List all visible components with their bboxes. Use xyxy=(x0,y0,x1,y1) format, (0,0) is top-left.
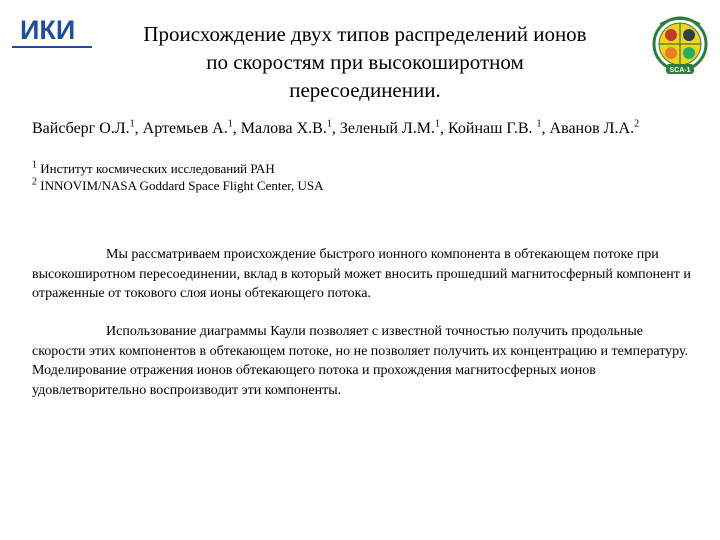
abstract-paragraph-1: Мы рассматриваем происхождение быстрого ионного компонента в обтекающем потоке при высокоширотном пересоединении, вклад в который может вносить прошедший магнитосферный компонент и отраженные от токового слоя ионы обтекающего потока. xyxy=(32,247,691,301)
sca-seal-icon xyxy=(652,16,708,76)
author-4: Зеленый Л.М.$^1$, xyxy=(339,118,448,137)
author-3: Малова Х.В.$^1$, xyxy=(240,118,340,137)
author-list xyxy=(32,117,702,141)
iki-logo-underline xyxy=(12,46,92,48)
title-line-3: пересоединении. xyxy=(289,78,441,102)
title-line-1: Происхождение двух типов распределений ионов xyxy=(143,22,587,46)
affiliation-1: $^1$ Институт космических исследований РАН xyxy=(32,159,275,176)
affiliation-2: $^2$ INNOVIM/NASA Goddard Space Flight Center, USA xyxy=(32,176,324,193)
iki-logo xyxy=(6,10,90,50)
iki-logo-text: ИКИ xyxy=(20,15,76,45)
abstract-paragraph-2: Использование диаграммы Каули позволяет с известной точностью получить продольные скорости этих компонентов в обтекающем потоке, но не позволяет получить их концентрацию и температуру. Моделирование отражения ионов обтекающего потока и прохождения магнитосферных ионов удовлетворительно воспроизводит эти компоненты. xyxy=(32,324,689,398)
seal-label: SCA-1 xyxy=(669,67,691,74)
author-2: Артемьев А.$^1$, xyxy=(142,118,241,137)
page-title xyxy=(100,20,630,104)
author-6: Аванов Л.А.$^2$ xyxy=(549,118,640,137)
title-line-2: по скоростям при высокоширотном xyxy=(206,50,524,74)
author-5: Койнаш Г.В. $^1$, xyxy=(448,118,550,137)
author-1: Вайсберг О.Л.$^1$, xyxy=(32,118,143,137)
